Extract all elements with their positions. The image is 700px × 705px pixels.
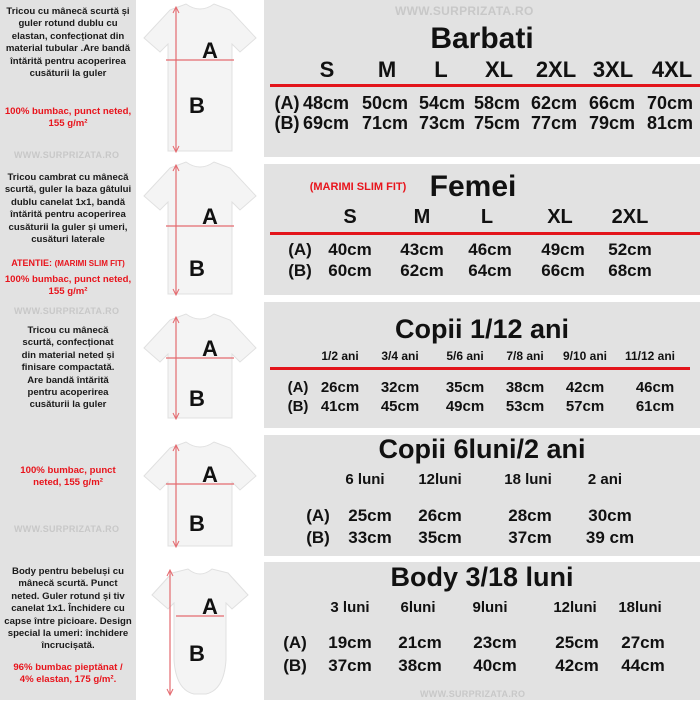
row-label-a: (A)	[306, 506, 330, 525]
row-label-a: (A)	[288, 240, 312, 259]
size-header: XL	[547, 206, 573, 228]
measurement-b: 81cm	[646, 113, 694, 133]
measurement-b: 64cm	[468, 261, 512, 280]
table-title: Copii 1/12 ani	[394, 314, 570, 344]
row-label-a: (A)	[283, 633, 307, 652]
measurement-b: 40cm	[473, 656, 517, 675]
measurement-a: 46cm	[635, 379, 675, 396]
measurement-b: 38cm	[398, 656, 442, 675]
watermark: WWW.SURPRIZATA.RO	[14, 306, 120, 316]
measurement-b: 57cm	[565, 398, 605, 415]
measurement-b: 75cm	[473, 113, 521, 133]
size-header: 3XL	[592, 57, 634, 82]
table-title: Femei	[429, 170, 517, 203]
measurement-a: 52cm	[608, 240, 652, 259]
measurement-a: 54cm	[418, 93, 466, 113]
table-title: Copii 6luni/2 ani	[378, 434, 586, 464]
measure-b-label: B	[189, 93, 205, 118]
measure-b-label: B	[189, 511, 205, 536]
slim-fit-note: (MARIMI SLIM FIT)	[309, 181, 407, 193]
size-header: 11/12 ani	[624, 349, 676, 363]
size-header: L	[480, 206, 494, 228]
bodysuit-image	[140, 565, 260, 700]
measurement-b: 66cm	[541, 261, 585, 280]
watermark: WWW.SURPRIZATA.RO	[14, 150, 120, 160]
measurement-b: 79cm	[588, 113, 636, 133]
measurement-a: 28cm	[508, 506, 552, 525]
measurement-a: 26cm	[418, 506, 462, 525]
measurement-a: 30cm	[588, 506, 632, 525]
divider	[270, 232, 700, 235]
size-header: 12luni	[553, 599, 597, 616]
size-header: 4XL	[651, 57, 693, 82]
size-header: 6luni	[400, 599, 436, 616]
watermark: WWW.SURPRIZATA.RO	[420, 689, 526, 699]
measurement-a: 46cm	[468, 240, 512, 259]
measurement-b: 35cm	[418, 528, 462, 547]
tshirt-image	[140, 2, 260, 157]
measurement-b: 69cm	[302, 113, 350, 133]
measurement-a: 32cm	[380, 379, 420, 396]
measurement-a: 48cm	[302, 93, 350, 113]
material-body: 96% bumbac pieptănat / 4% elastan, 175 g/m².	[13, 662, 123, 686]
measurement-a: 58cm	[473, 93, 521, 113]
size-header: 1/2 ani	[321, 349, 359, 363]
measure-a-label: A	[202, 38, 218, 63]
measure-b-label: B	[189, 386, 205, 411]
size-header: 12luni	[418, 471, 462, 488]
row-label-a: (A)	[287, 379, 309, 396]
material-men: 100% bumbac, punct neted, 155 g/m²	[4, 106, 132, 130]
size-header: 2 ani	[587, 471, 623, 488]
measurement-b: 53cm	[505, 398, 545, 415]
size-header: 9luni	[472, 599, 508, 616]
measurement-b: 77cm	[530, 113, 578, 133]
size-header: XL	[484, 57, 514, 82]
measure-a-label: A	[202, 336, 218, 361]
watermark: WWW.SURPRIZATA.RO	[395, 4, 534, 18]
size-header: S	[319, 57, 335, 82]
row-label-a: (A)	[274, 93, 300, 113]
size-header: S	[343, 206, 357, 228]
size-header: 2XL	[535, 57, 577, 82]
measurement-a: 38cm	[505, 379, 545, 396]
measurement-b: 44cm	[621, 656, 665, 675]
size-header: 6 luni	[345, 471, 385, 488]
warning-label: ATENTIE:	[11, 258, 53, 268]
size-header: 7/8 ani	[506, 349, 544, 363]
size-header: 18 luni	[504, 471, 552, 488]
measurement-a: 43cm	[400, 240, 444, 259]
measure-b-label: B	[189, 256, 205, 281]
measurement-a: 42cm	[565, 379, 605, 396]
divider	[270, 84, 700, 87]
size-header: M	[377, 57, 397, 82]
row-label-b: (B)	[287, 398, 309, 415]
measurement-a: 50cm	[361, 93, 409, 113]
measurement-b: 45cm	[380, 398, 420, 415]
measure-a-label: A	[202, 204, 218, 229]
measurement-b: 73cm	[418, 113, 466, 133]
measurement-b: 62cm	[400, 261, 444, 280]
table-title: Barbati	[430, 22, 534, 55]
measurement-a: 23cm	[473, 633, 517, 652]
row-label-b: (B)	[306, 528, 330, 547]
measurement-a: 70cm	[646, 93, 694, 113]
measurement-b: 60cm	[328, 261, 372, 280]
warning-note: (MARIMI SLIM FIT)	[54, 259, 125, 268]
measurement-a: 25cm	[555, 633, 599, 652]
measure-b-label: B	[189, 641, 205, 666]
watermark: WWW.SURPRIZATA.RO	[14, 524, 120, 534]
description-men: Tricou cu mânecă scurtă și guler rotund dublu cu elastan, confecționat din material tubular .Are bandă întărită pentru acoperirea cusăturii la guler	[5, 6, 131, 80]
row-label-b: (B)	[288, 261, 312, 280]
measurement-b: 71cm	[361, 113, 409, 133]
size-header: 5/6 ani	[446, 349, 484, 363]
measurement-a: 66cm	[588, 93, 636, 113]
measurement-b: 42cm	[555, 656, 599, 675]
measurement-a: 62cm	[530, 93, 578, 113]
row-label-b: (B)	[283, 656, 307, 675]
measurement-b: 33cm	[348, 528, 392, 547]
size-header: M	[413, 206, 431, 228]
measure-a-label: A	[202, 462, 218, 487]
measurement-b: 41cm	[320, 398, 360, 415]
row-label-b: (B)	[274, 113, 300, 133]
measurement-a: 25cm	[348, 506, 392, 525]
garment-icon	[140, 565, 260, 700]
measurement-b: 68cm	[608, 261, 652, 280]
measure-a-label: A	[202, 594, 218, 619]
description-kids: Tricou cu mânecă scurtă, confecționat din material neted și finisare compactată. Are bandă întărită pentru acoperirea cusăturii la guler	[21, 325, 115, 411]
table-title: Body 3/18 luni	[390, 562, 574, 592]
size-header: L	[434, 57, 448, 82]
material-kids: 100% bumbac, punct neted, 155 g/m²	[20, 465, 116, 489]
description-women: Tricou cambrat cu mânecă scurtă, guler la baza gâtului dublu canelat 1x1, bandă întărită pentru acoperirea cusăturii la guler și umeri, cusături laterale	[4, 172, 132, 246]
warning-women	[3, 257, 133, 270]
measurement-b: 37cm	[508, 528, 552, 547]
measurement-a: 26cm	[320, 379, 360, 396]
measurement-b: 49cm	[445, 398, 485, 415]
divider	[270, 367, 690, 370]
material-women: 100% bumbac, punct neted, 155 g/m²	[4, 274, 132, 298]
measurement-a: 21cm	[398, 633, 442, 652]
measurement-b: 39 cm	[585, 528, 635, 547]
garment-icon	[140, 2, 260, 157]
size-header: 2XL	[611, 206, 649, 228]
measurement-a: 40cm	[328, 240, 372, 259]
measurement-a: 19cm	[328, 633, 372, 652]
size-header: 9/10 ani	[562, 349, 608, 363]
measurement-b: 61cm	[635, 398, 675, 415]
measurement-b: 37cm	[328, 656, 372, 675]
size-header: 18luni	[618, 599, 662, 616]
measurement-a: 49cm	[541, 240, 585, 259]
description-column	[0, 0, 136, 700]
size-header: 3/4 ani	[381, 349, 419, 363]
measurement-a: 35cm	[445, 379, 485, 396]
size-header: 3 luni	[330, 599, 370, 616]
measurement-a: 27cm	[621, 633, 665, 652]
description-body: Body pentru bebeluși cu mânecă scurtă. Punct neted. Guler rotund și tiv canelat 1x1. Închidere cu capse între picioare. Design special la umeri: închidere încrucișată.	[4, 566, 132, 652]
